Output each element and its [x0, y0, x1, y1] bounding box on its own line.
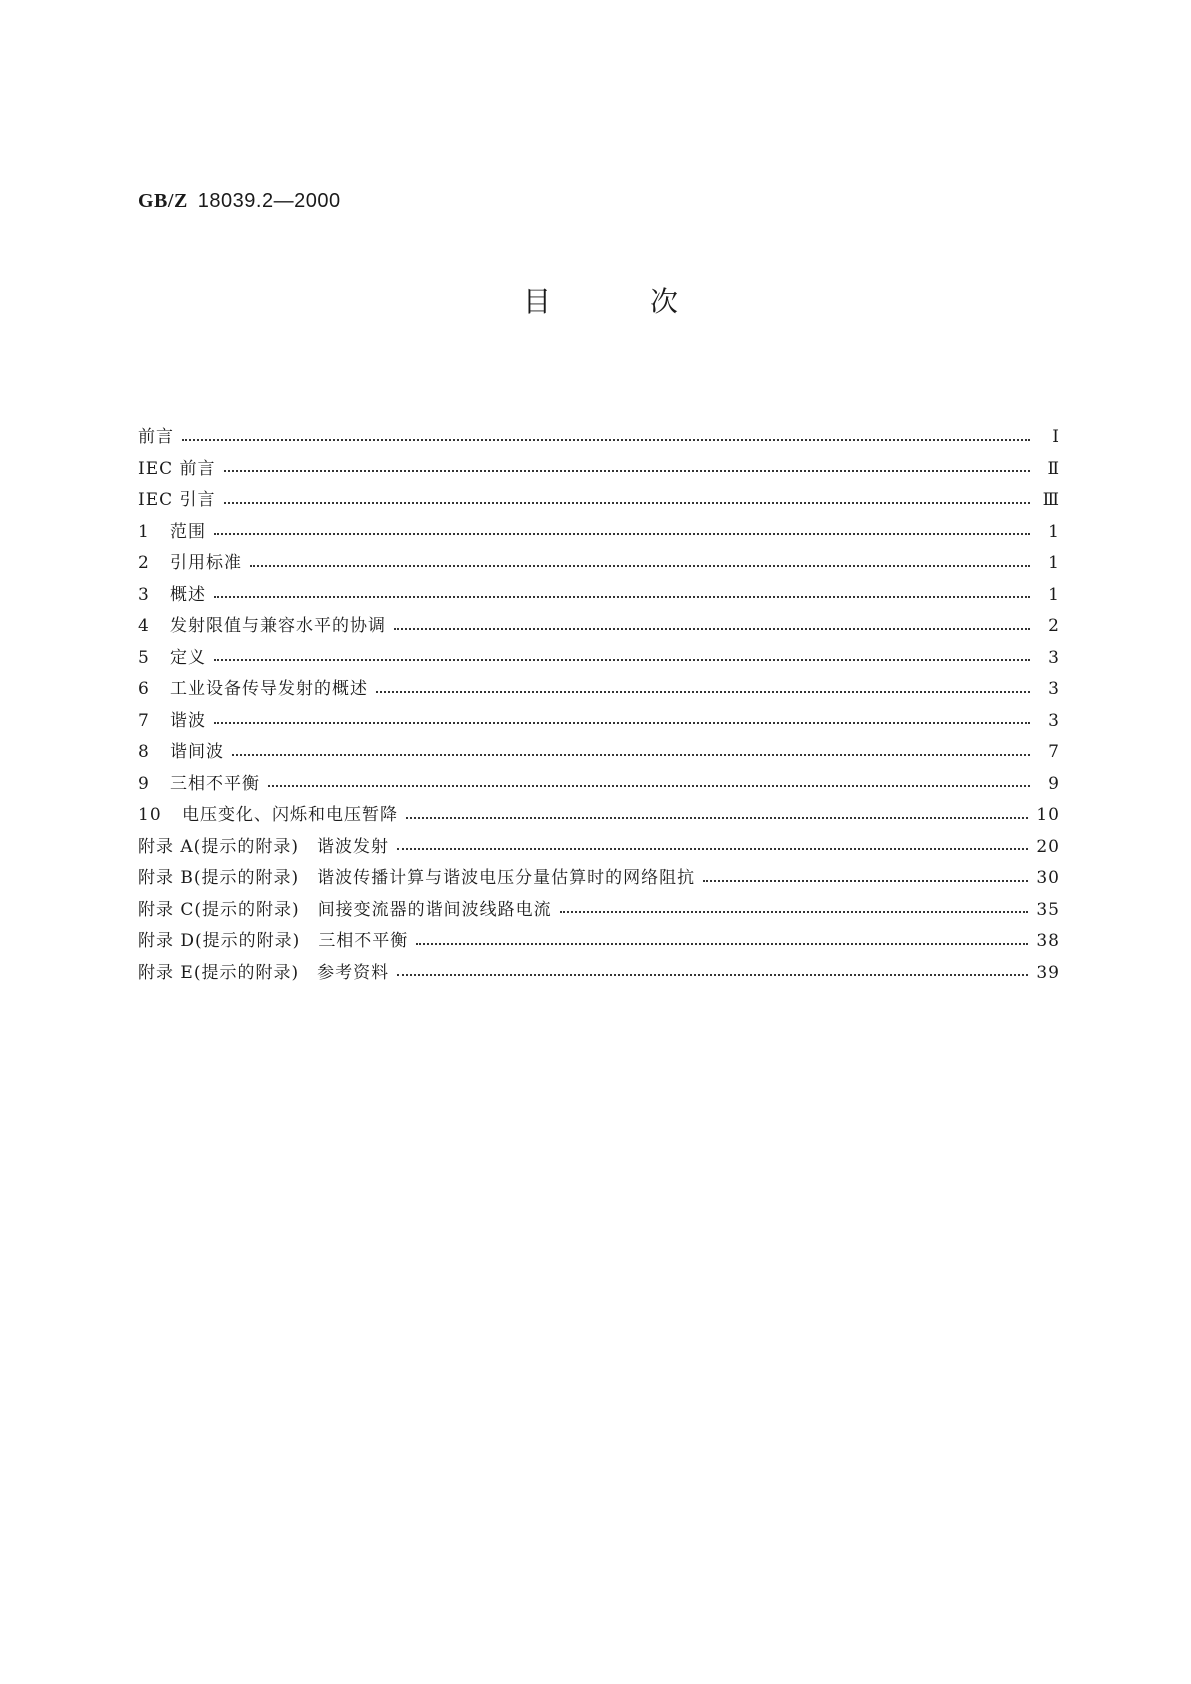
- toc-entry[interactable]: [138, 422, 1060, 454]
- toc-entry-number: 2: [138, 553, 150, 573]
- toc-dot-leader: [268, 785, 1030, 787]
- toc-entry-label: 三相不平衡: [170, 773, 260, 794]
- toc-entry-page: 2: [1048, 616, 1060, 636]
- standard-code: 18039.2—2000: [197, 190, 341, 212]
- toc-entry-page: 38: [1036, 931, 1060, 951]
- toc-entry[interactable]: [138, 863, 1060, 895]
- toc-entry[interactable]: [138, 485, 1060, 517]
- toc-entry-number: 3: [138, 584, 150, 605]
- toc-entry-label: 谐波: [170, 710, 206, 731]
- toc-entry-label: 发射限值与兼容水平的协调: [170, 616, 386, 636]
- toc-entry-page: 9: [1048, 773, 1060, 794]
- toc-dot-leader: [224, 470, 1030, 472]
- toc-dot-leader: [214, 722, 1030, 724]
- toc-entry[interactable]: [138, 517, 1060, 549]
- standard-prefix: GB/Z: [138, 190, 188, 212]
- toc-entry[interactable]: [138, 958, 1060, 990]
- toc-entry-number: 9: [138, 773, 150, 794]
- title-char-2: 次: [650, 285, 679, 318]
- toc-entry-page: 3: [1048, 710, 1060, 731]
- toc-entry-number: 1: [138, 521, 150, 542]
- toc-entry[interactable]: [138, 454, 1060, 486]
- toc-dot-leader: [250, 565, 1030, 567]
- toc-entry-label: 前言: [138, 427, 174, 447]
- toc-entry[interactable]: [138, 832, 1060, 864]
- toc-entry-label: 范围: [170, 521, 206, 542]
- toc-entry[interactable]: [138, 643, 1060, 675]
- toc-dot-leader: [376, 691, 1030, 693]
- toc-entry-page: 39: [1036, 962, 1060, 983]
- toc-entry[interactable]: [138, 895, 1060, 927]
- toc-entry-page: Ⅱ: [1047, 458, 1060, 479]
- toc-entry-subtitle: 谐波发射: [316, 836, 389, 857]
- toc-entry-label: 工业设备传导发射的概述: [170, 679, 368, 699]
- title-char-1: 目: [523, 285, 552, 318]
- toc-entry-subtitle: 参考资料: [317, 962, 390, 983]
- toc-entry-label: 概述: [170, 584, 206, 605]
- toc-dot-leader: [214, 596, 1030, 598]
- toc-entry-label: 附录 D(提示的附录): [138, 931, 301, 951]
- toc-dot-leader: [214, 659, 1030, 661]
- standard-number: [138, 188, 341, 213]
- toc-entry-number: 7: [138, 710, 150, 731]
- toc-entry-subtitle: 间接变流器的谐间波线路电流: [317, 899, 552, 920]
- toc-entry-number: 4: [138, 616, 150, 636]
- toc-dot-leader: [560, 911, 1029, 913]
- toc-entry[interactable]: [138, 706, 1060, 738]
- toc-entry-label: 定义: [170, 647, 206, 668]
- toc-entry[interactable]: [138, 926, 1060, 958]
- toc-dot-leader: [406, 817, 1028, 819]
- toc-entry-page: Ⅰ: [1052, 427, 1060, 447]
- toc-entry-page: 3: [1048, 679, 1060, 699]
- toc-dot-leader: [416, 943, 1028, 945]
- toc-dot-leader: [397, 848, 1028, 850]
- toc-entry-label: 谐间波: [170, 742, 224, 762]
- toc-entry-label: 附录 A(提示的附录): [138, 836, 299, 857]
- toc-entry-number: 6: [138, 679, 150, 699]
- toc-entry-page: 7: [1048, 742, 1060, 762]
- toc-entry-page: 30: [1036, 868, 1060, 888]
- toc-entry[interactable]: [138, 800, 1060, 832]
- toc-dot-leader: [232, 754, 1030, 756]
- toc-entry[interactable]: [138, 769, 1060, 801]
- toc-dot-leader: [703, 880, 1028, 882]
- toc-entry-label: 电压变化、闪烁和电压暂降: [182, 805, 398, 825]
- toc-entry[interactable]: [138, 674, 1060, 706]
- toc-entry-number: 5: [138, 647, 150, 668]
- toc-entry-page: 3: [1048, 647, 1060, 668]
- toc-entry[interactable]: [138, 548, 1060, 580]
- page-title: [0, 282, 1191, 322]
- toc-entry-number: 8: [138, 742, 150, 762]
- toc-entry-page: 10: [1036, 805, 1060, 825]
- toc-dot-leader: [214, 533, 1030, 535]
- toc-dot-leader: [182, 439, 1030, 441]
- toc-dot-leader: [397, 974, 1028, 976]
- toc-entry-page: 35: [1036, 899, 1060, 920]
- toc-entry-label: 附录 E(提示的附录): [138, 962, 300, 983]
- toc-entry-page: 1: [1048, 521, 1060, 542]
- toc-entry[interactable]: [138, 611, 1060, 643]
- toc-entry[interactable]: [138, 737, 1060, 769]
- toc-entry[interactable]: [138, 580, 1060, 612]
- toc-entry-number: 10: [138, 805, 162, 825]
- toc-entry-label: 附录 C(提示的附录): [138, 899, 300, 920]
- toc-entry-label: 附录 B(提示的附录): [138, 868, 300, 888]
- toc-entry-label: 引用标准: [170, 553, 242, 573]
- toc-entry-label: IEC 引言: [138, 490, 216, 510]
- toc-entry-page: 1: [1048, 584, 1060, 605]
- toc-dot-leader: [394, 628, 1030, 630]
- table-of-contents: [138, 422, 1060, 989]
- toc-entry-subtitle: 谐波传播计算与谐波电压分量估算时的网络阻抗: [317, 868, 696, 888]
- toc-dot-leader: [224, 502, 1030, 504]
- toc-entry-page: Ⅲ: [1042, 490, 1060, 510]
- toc-entry-page: 20: [1036, 836, 1060, 857]
- toc-entry-page: 1: [1048, 553, 1060, 573]
- toc-entry-subtitle: 三相不平衡: [318, 931, 409, 951]
- toc-entry-label: IEC 前言: [138, 458, 216, 479]
